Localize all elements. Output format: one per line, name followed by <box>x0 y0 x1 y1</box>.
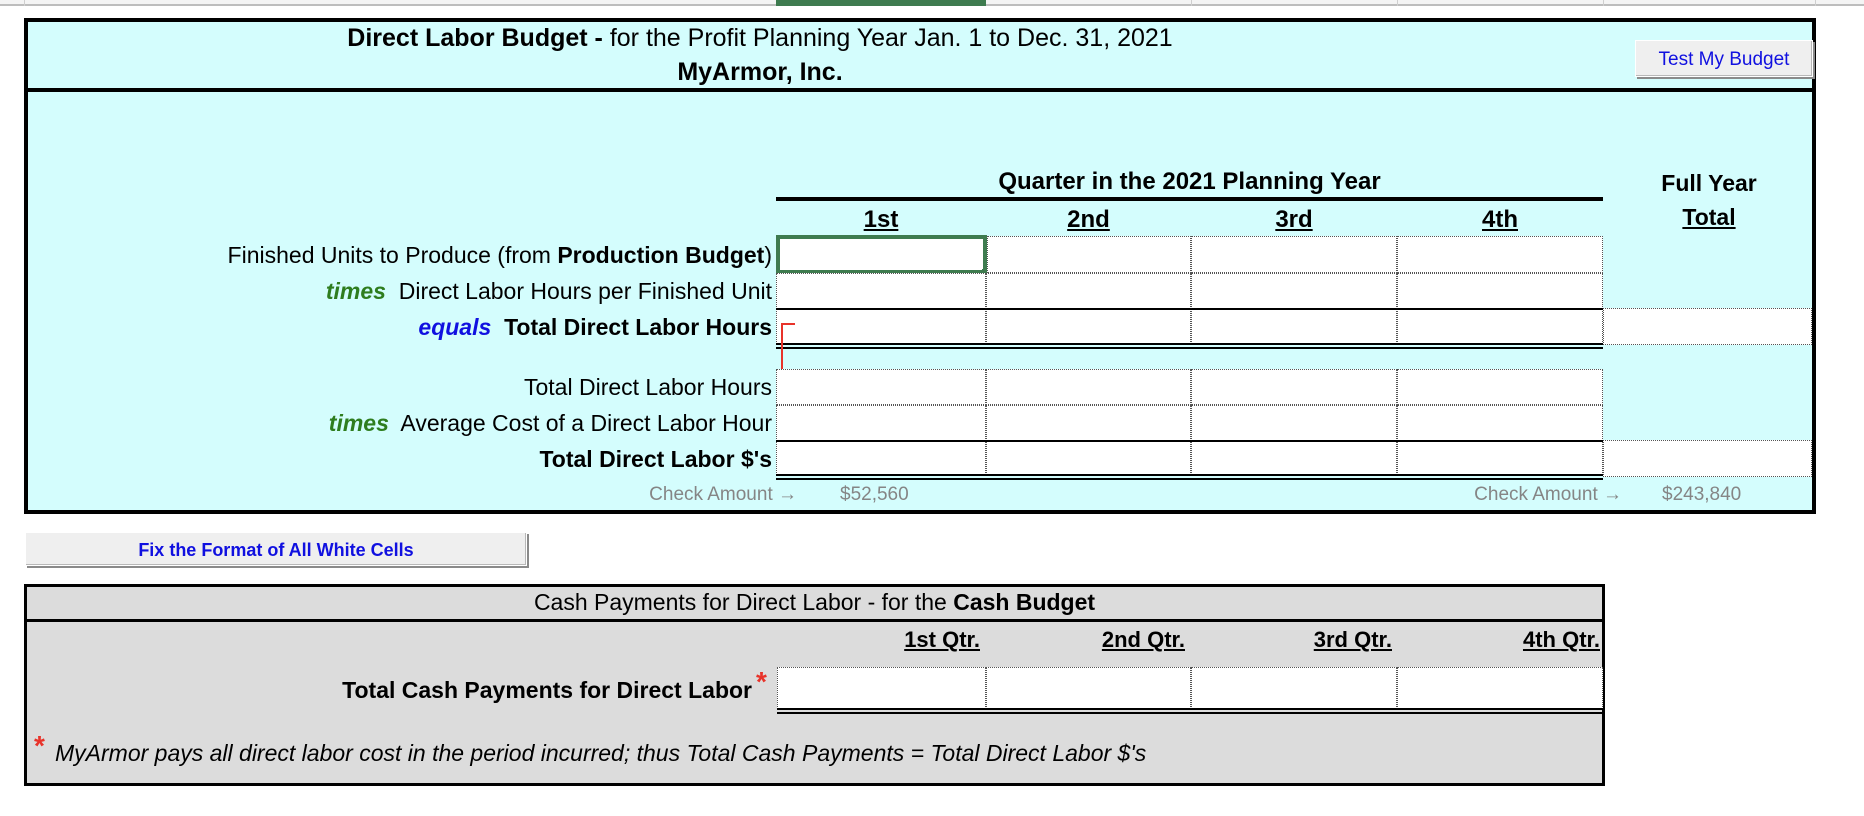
cell-cash-q2[interactable] <box>986 667 1191 709</box>
footnote-text: MyArmor pays all direct labor cost in the period incurred; thus Total Cash Payments = Total Direct Labor $'s <box>55 740 1147 766</box>
full-year-total-header: Total <box>1682 204 1736 230</box>
column-divider <box>1603 0 1604 6</box>
cell-labor-dollars-q4[interactable] <box>1397 441 1603 475</box>
column-divider <box>1191 0 1192 6</box>
row-label-avg-cost <box>329 410 772 437</box>
row-label-total-hours <box>418 314 772 341</box>
cash-header-divider <box>24 619 1605 622</box>
row-label-close: ) <box>764 242 772 268</box>
col-header-q2: 2nd <box>1067 206 1110 233</box>
header-divider <box>24 88 1816 92</box>
operator-times: times <box>325 278 386 304</box>
sum-line <box>776 440 1603 442</box>
operator-equals: equals <box>418 314 492 340</box>
cell-total-hours2-q4[interactable] <box>1397 369 1603 405</box>
double-underline-top <box>776 474 1603 476</box>
cell-labor-dollars-q1[interactable] <box>776 441 986 475</box>
cell-hours-per-unit-q1[interactable] <box>776 273 986 309</box>
selected-column-indicator[interactable] <box>776 0 986 6</box>
column-divider <box>24 0 25 6</box>
col-header-q1: 1st <box>863 206 899 233</box>
row-label-total-labor-dollars: Total Direct Labor $'s <box>539 446 772 472</box>
title-bold: Direct Labor Budget - <box>347 24 603 52</box>
cell-total-hours-q4[interactable] <box>1397 309 1603 344</box>
row-label-text: Direct Labor Hours per Finished Unit <box>398 278 772 304</box>
column-divider <box>1815 0 1816 6</box>
row-label-text: Average Cost of a Direct Labor Hour <box>400 410 772 436</box>
row-label-bold: Production Budget <box>557 242 765 268</box>
cash-payments-title <box>24 589 1605 616</box>
column-divider <box>1397 0 1398 6</box>
fix-format-button[interactable]: Fix the Format of All White Cells <box>25 532 527 566</box>
cell-cash-q1[interactable] <box>777 667 986 709</box>
cell-hours-per-unit-q2[interactable] <box>986 273 1191 309</box>
cell-total-hours-q2[interactable] <box>986 309 1191 344</box>
double-underline-bottom <box>777 712 1605 714</box>
cell-total-hours-year[interactable] <box>1603 308 1812 345</box>
col-header-q3: 3rd <box>1275 206 1313 233</box>
check-amount-q1: $52,560 <box>840 484 909 505</box>
footnote-asterisk-icon: * <box>34 730 45 761</box>
double-underline-top <box>777 708 1605 710</box>
title-rest: for the Profit Planning Year Jan. 1 to Dec. 31, 2021 <box>602 24 1173 52</box>
cell-hours-per-unit-q3[interactable] <box>1191 273 1397 309</box>
cell-units-q4[interactable] <box>1397 236 1603 273</box>
cash-row-label <box>342 677 752 704</box>
double-underline-bottom <box>776 478 1603 480</box>
check-amount-label: Check Amount → <box>649 484 797 505</box>
quarter-header-underline <box>776 197 1603 201</box>
cell-total-hours-q3[interactable] <box>1191 309 1397 344</box>
row-label-finished-units <box>228 242 772 269</box>
check-amount-total: $243,840 <box>1662 484 1742 505</box>
full-year-header: Full Year <box>1661 170 1757 196</box>
sum-line <box>776 308 1603 310</box>
cell-units-q1[interactable] <box>776 235 987 274</box>
col-header-q4: 4th <box>1482 206 1518 233</box>
cell-avg-cost-q3[interactable] <box>1191 405 1397 441</box>
cash-col-q1: 1st Qtr. <box>904 627 980 652</box>
asterisk-icon: * <box>756 666 767 697</box>
cash-col-q4: 4th Qtr. <box>1522 627 1600 652</box>
cash-title-bold: Cash Budget <box>953 589 1096 615</box>
cell-avg-cost-q2[interactable] <box>986 405 1191 441</box>
test-my-budget-button[interactable]: Test My Budget <box>1635 40 1813 77</box>
double-underline-bottom <box>776 347 1603 349</box>
page-title <box>24 24 1816 53</box>
cell-units-q3[interactable] <box>1191 236 1397 273</box>
cell-labor-dollars-q2[interactable] <box>986 441 1191 475</box>
cell-hours-per-unit-q4[interactable] <box>1397 273 1603 309</box>
cell-labor-dollars-q3[interactable] <box>1191 441 1397 475</box>
cell-avg-cost-q1[interactable] <box>776 405 986 441</box>
cell-cash-q3[interactable] <box>1191 667 1397 709</box>
row-label-text: Total Direct Labor Hours <box>504 314 772 340</box>
row-label-hours-per-unit <box>326 278 772 305</box>
cell-avg-cost-q4[interactable] <box>1397 405 1603 441</box>
cell-total-hours2-q2[interactable] <box>986 369 1191 405</box>
cell-total-hours2-q1[interactable] <box>776 369 986 405</box>
cell-total-hours2-q3[interactable] <box>1191 369 1397 405</box>
double-underline-top <box>776 343 1603 345</box>
row-label-text: Finished Units to Produce (from <box>227 242 558 268</box>
row-label-total-hours-2: Total Direct Labor Hours <box>524 374 772 400</box>
cell-units-q2[interactable] <box>987 236 1191 273</box>
cash-row-label-text: Total Cash Payments for Direct Labor <box>342 677 752 703</box>
company-name: MyArmor, Inc. <box>677 58 843 86</box>
check-amount-total-label: Check Amount → <box>1474 484 1622 505</box>
operator-times: times <box>328 410 389 436</box>
cash-title-text: Cash Payments for Direct Labor - for the <box>533 589 954 615</box>
cell-cash-q4[interactable] <box>1397 667 1603 709</box>
cash-col-q2: 2nd Qtr. <box>1101 627 1185 652</box>
quarter-header: Quarter in the 2021 Planning Year <box>998 168 1381 195</box>
cell-labor-dollars-year[interactable] <box>1603 440 1812 477</box>
cash-col-q3: 3rd Qtr. <box>1313 627 1392 652</box>
